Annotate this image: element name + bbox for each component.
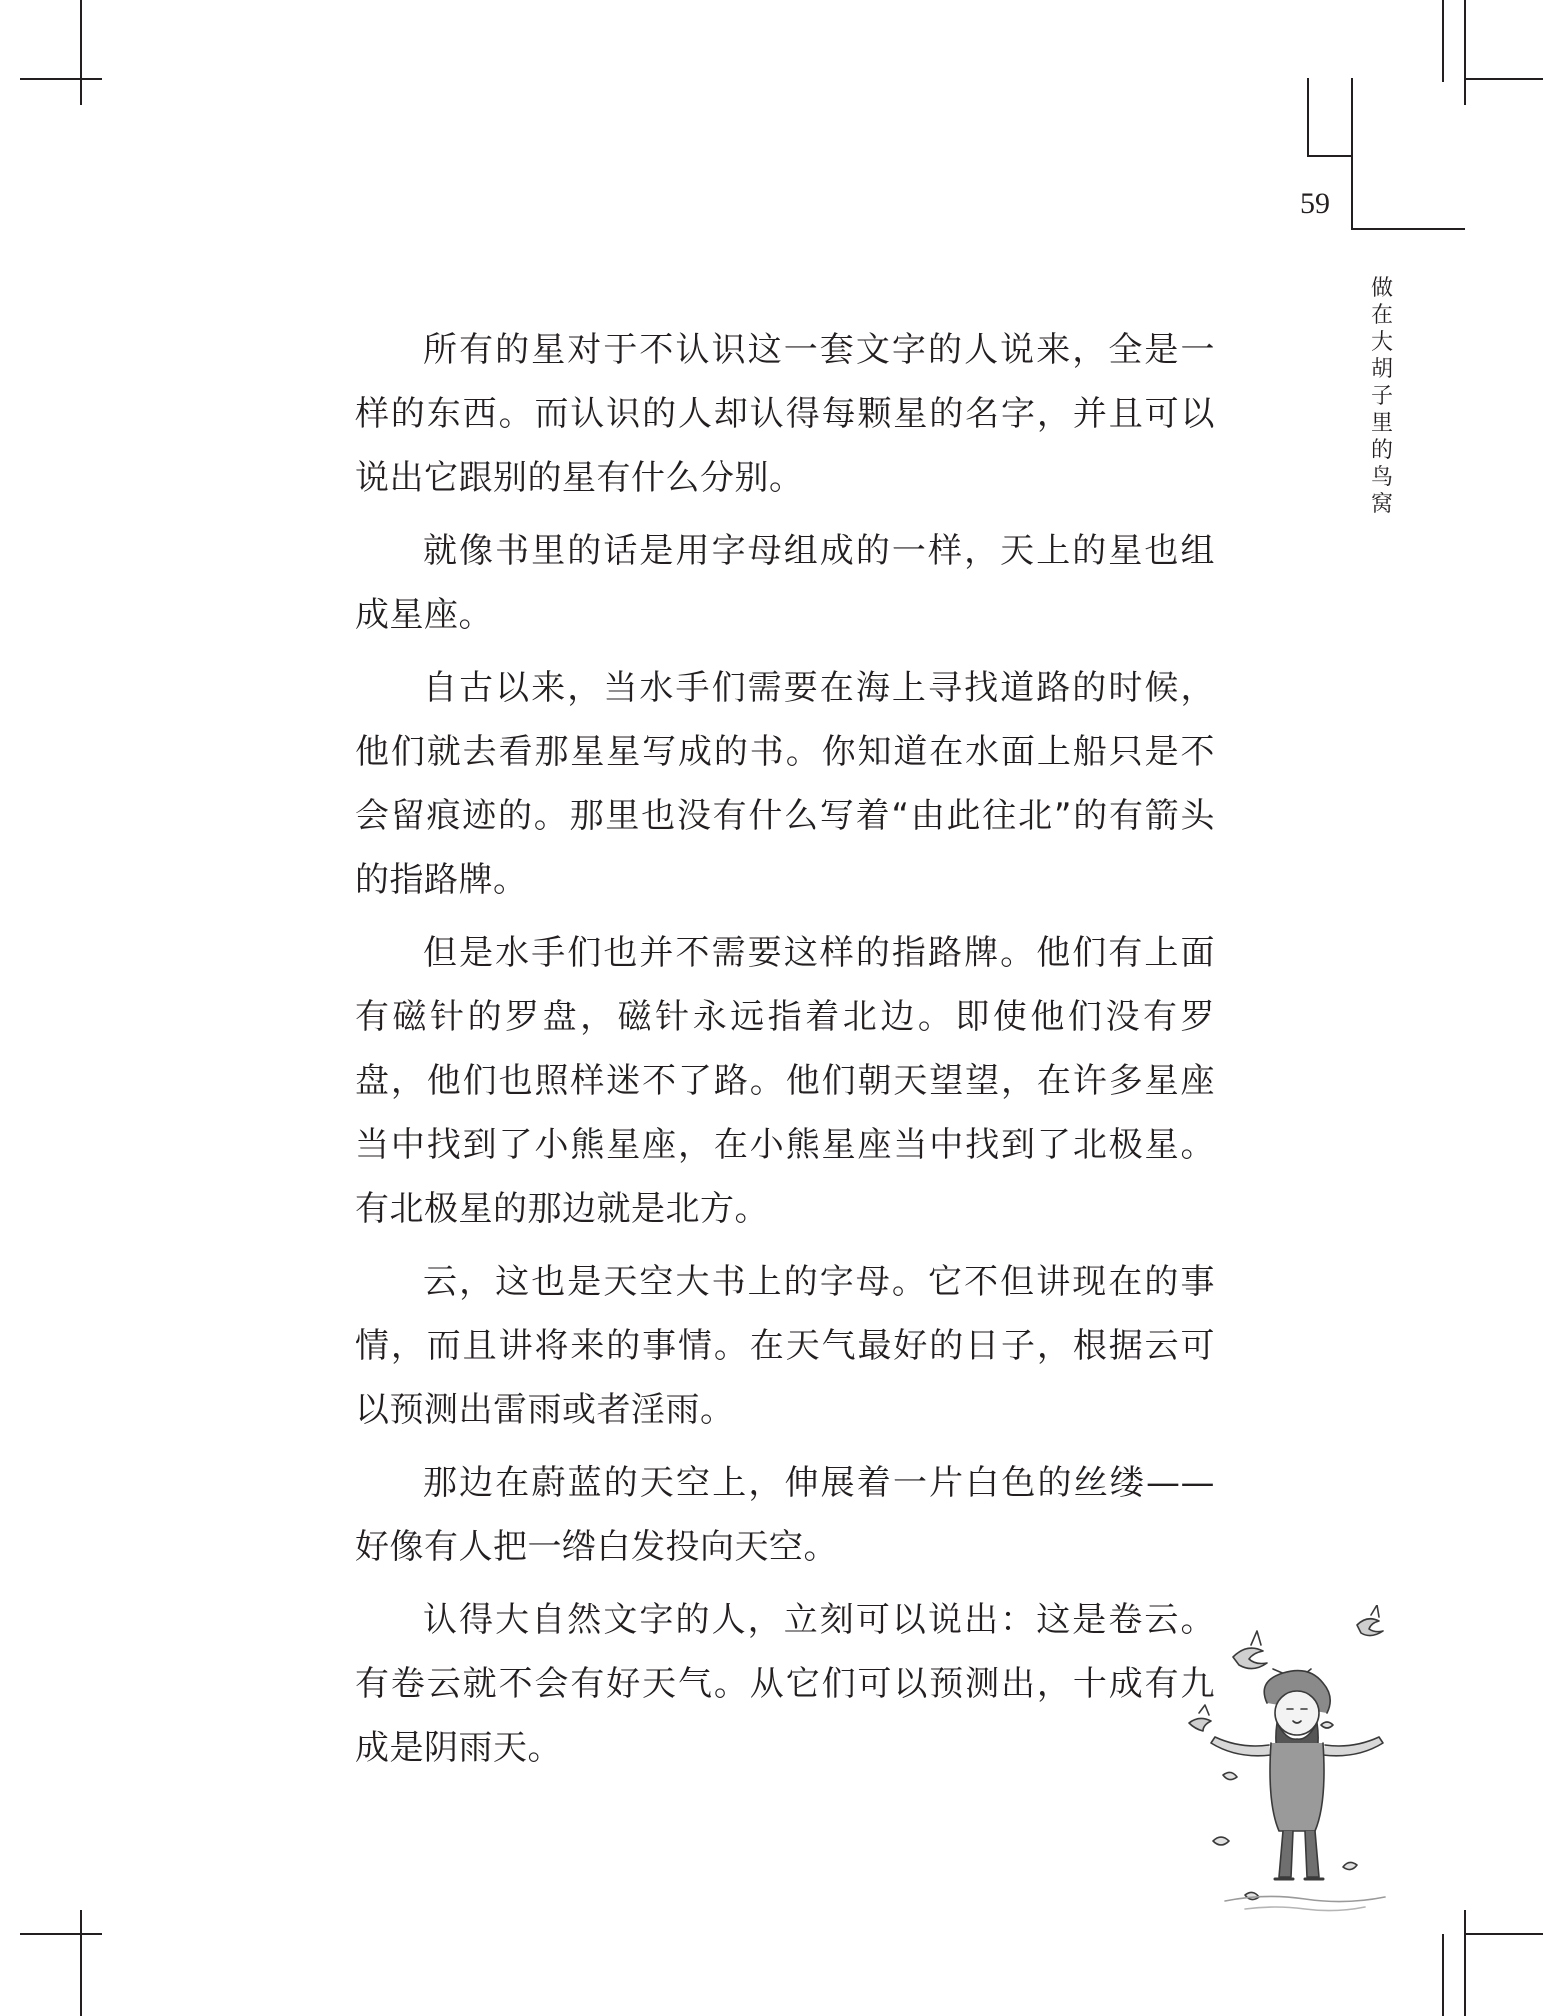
paragraph: 所有的星对于不认识这一套文字的人说来，全是一样的东西。而认识的人却认得每颗星的名字，并且可以说出它跟别的星有什么分别。 (355, 330, 1215, 498)
bird-icon (1357, 1605, 1383, 1636)
running-title: 做在大胡子里的鸟窝 (1370, 276, 1393, 517)
crop-mark-bottom-right-horizontal (1464, 1933, 1543, 1935)
paragraph: 那边在蔚蓝的天空上，伸展着一片白色的丝缕——好像有人把一绺白发投向天空。 (355, 1463, 1215, 1567)
crop-mark-top-left-horizontal (20, 78, 102, 80)
crop-mark-top-left-vertical (80, 0, 82, 105)
header-rule-horizontal-2 (1351, 228, 1465, 230)
leaf-icon (1343, 1862, 1357, 1869)
leaf-icon (1245, 1892, 1259, 1899)
paragraph: 但是水手们也并不需要这样的指路牌。他们有上面有磁针的罗盘，磁针永远指着北边。即使他们没有罗盘，他们也照样迷不了路。他们朝天望望，在许多星座当中找到了小熊星座，在小熊星座当中找到了北极星。有北极星的那边就是北方。 (355, 933, 1215, 1229)
paragraph: 自古以来，当水手们需要在海上寻找道路的时候，他们就去看那星星写成的书。你知道在水面上船只是不会留痕迹的。那里也没有什么写着“由此往北”的有箭头的指路牌。 (355, 668, 1215, 900)
page-number: 59 (1300, 187, 1330, 220)
paragraph: 认得大自然文字的人，立刻可以说出：这是卷云。有卷云就不会有好天气。从它们可以预测出，十成有九成是阴雨天。 (355, 1600, 1215, 1768)
leaf-icon (1213, 1837, 1229, 1845)
crop-mark-bottom-right-vertical-1 (1442, 1934, 1444, 2016)
leaf-icon (1223, 1772, 1237, 1779)
body-text (355, 318, 1215, 1789)
crop-mark-bottom-left-horizontal (20, 1933, 102, 1935)
paragraph: 云，这也是天空大书上的字母。它不但讲现在的事情，而且讲将来的事情。在天气最好的日子，根据云可以预测出雷雨或者淫雨。 (355, 1262, 1215, 1430)
crop-mark-bottom-left-vertical (80, 1910, 82, 2016)
crop-mark-top-right-vertical-2 (1464, 0, 1466, 105)
header-rule-vertical-1 (1307, 78, 1309, 156)
crop-mark-top-right-vertical-1 (1442, 0, 1444, 82)
leaf-icon (1321, 1722, 1333, 1728)
bird-icon (1189, 1705, 1211, 1731)
bearded-man-illustration (1185, 1605, 1425, 1915)
crop-mark-top-right-horizontal (1464, 78, 1543, 80)
header-rule-horizontal-1 (1307, 155, 1352, 157)
bird-icon (1233, 1631, 1267, 1669)
paragraph: 就像书里的话是用字母组成的一样，天上的星也组成星座。 (355, 531, 1215, 635)
crop-mark-bottom-right-vertical-2 (1464, 1910, 1466, 2016)
